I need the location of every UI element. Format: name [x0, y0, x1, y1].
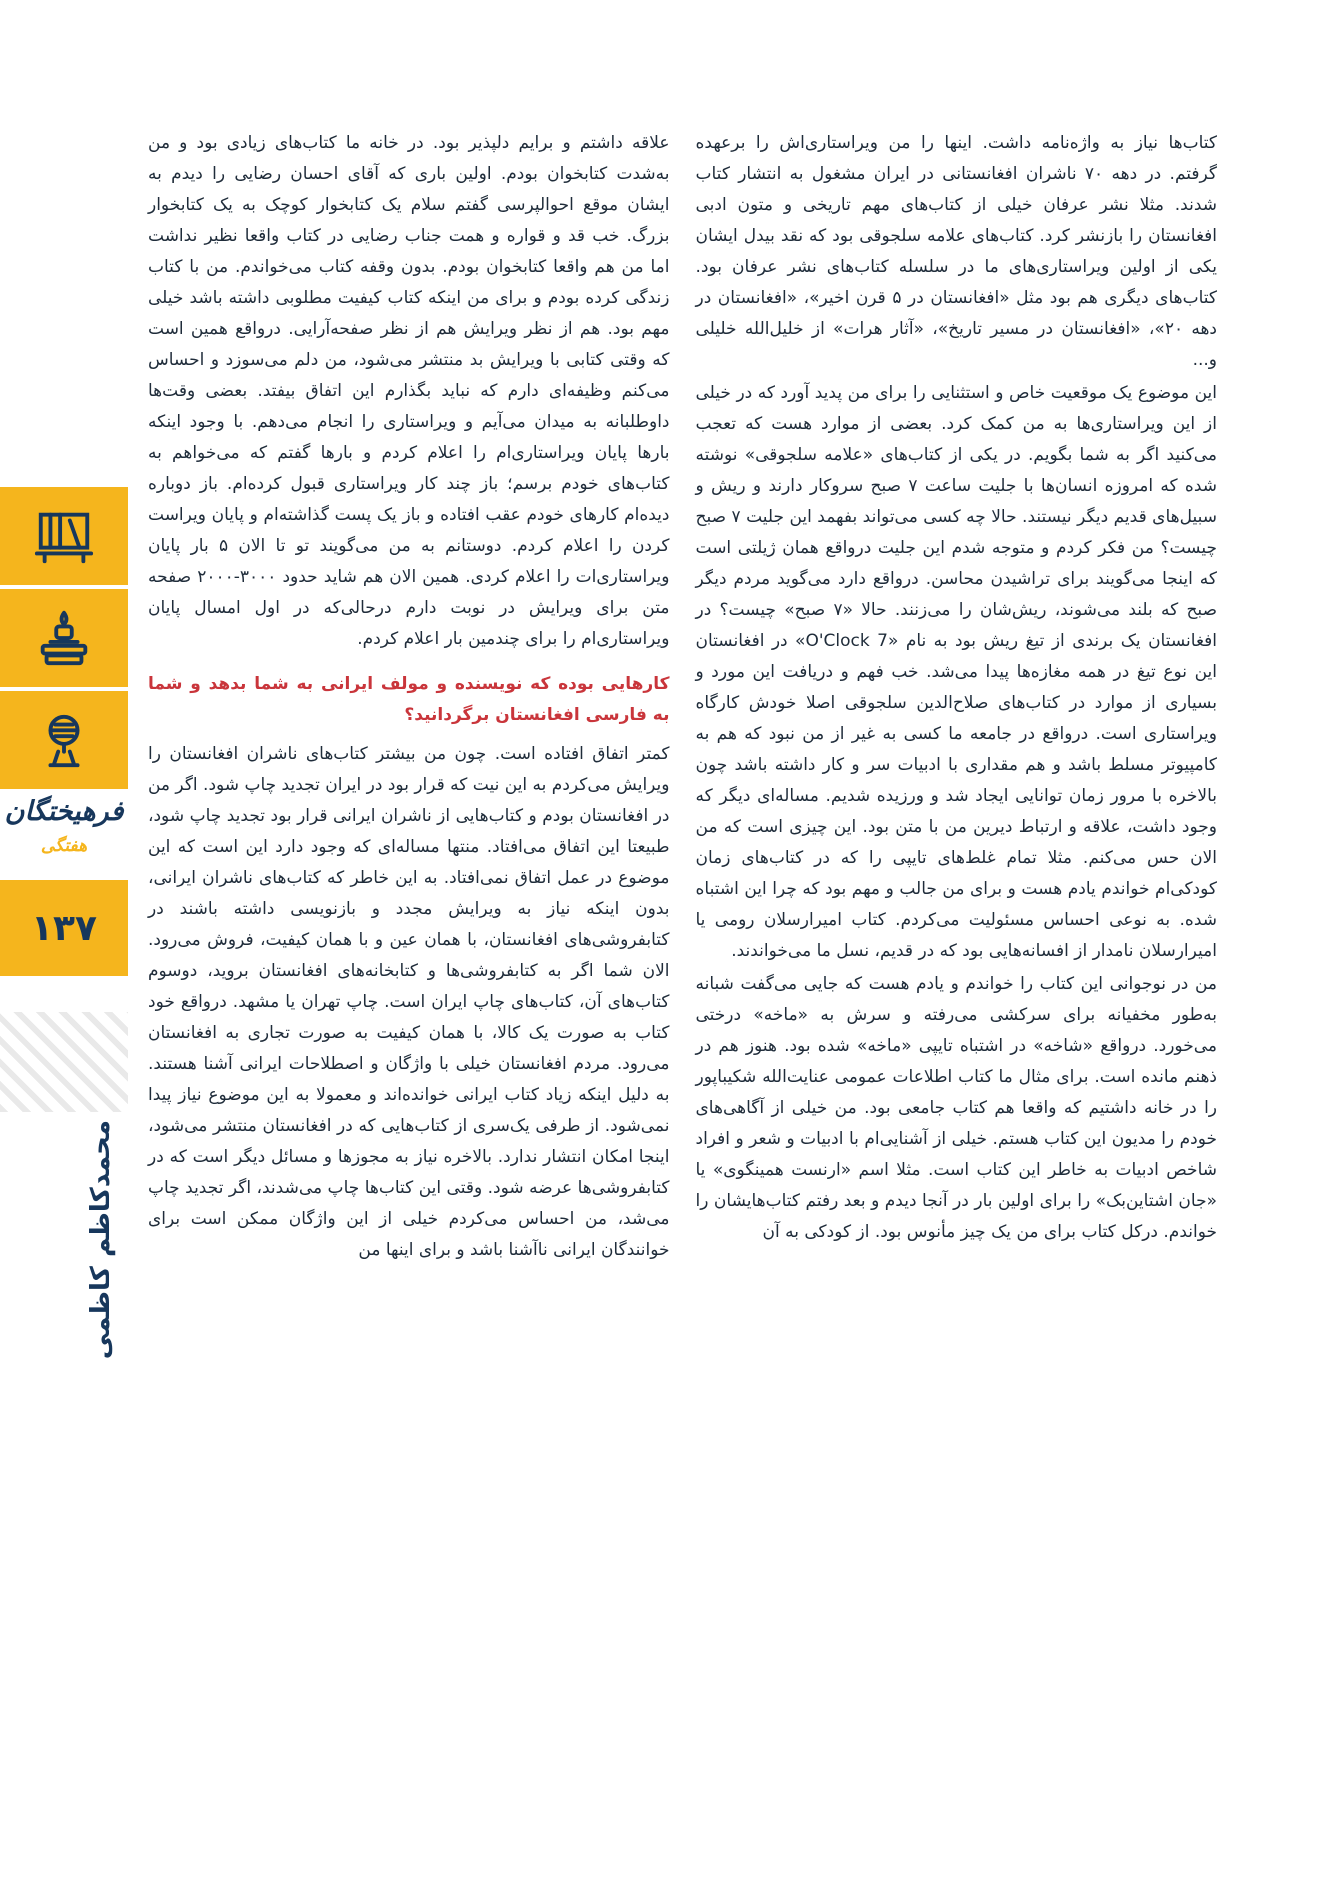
magazine-logo: فرهیختگان: [4, 796, 124, 827]
article-paragraph: من در نوجوانی این کتاب را خواندم و یادم هست که جایی می‌گفت شبانه به‌طور مخفیانه برای سرکشی می‌رفته و سرش به «ماخه» درختی می‌خورد. درواقع «شاخه» در اشتباه تایپی «ماخه» شده بود. هنوز هم در ذهنم مانده است. برای مثال ما کتاب اطلاعات عمومی عنایت‌الله شکیباپور را در خانه داشتیم که واقعا هم کتاب جامعی بود. من خیلی از آگاهی‌های خودم را مدیون این کتاب هستم. خیلی از آشنایی‌ام با ادبیات و شعر و افراد شاخص ادبیات به خاطر این کتاب است. مثلا اسم «ارنست همینگوی» یا «جان اشتاین‌بک» را برای اولین بار در آنجا دیدم و بعد رفتم کتاب‌هایشان را خواندم. درکل کتاب برای من یک چیز مأنوس بود. از کودکی به آن: [695, 974, 1217, 1242]
article-paragraph: کمتر اتفاق افتاده است. چون من بیشتر کتاب‌های ناشران افغانستان را ویرایش می‌کردم به این نیت که قرار بود در ایران تجدید چاپ شود. اگر من در افغانستان بودم و کتاب‌هایی از ناشران ایرانی قرار بود تجدید چاپ شود، طبیعتا این اتفاق می‌افتاد. منتها مساله‌ای که وجود دارد این است که این موضوع در عمل اتفاق نمی‌افتاد. به این خاطر که کتاب‌های ناشران ایرانی، بدون اینکه نیاز به ویرایش مجدد و بازنویسی داشته باشند در کتابفروشی‌های افغانستان، با همان عین و با همان کیفیت، فروش می‌رود. الان شما اگر به کتابفروشی‌ها و کتابخانه‌های افغانستان بروید، دوسوم کتاب‌های آن، کتاب‌های چاپ ایران است. چاپ تهران یا مشهد. درواقع خود کتاب به صورت یک کالا، با همان کیفیت به صورت تجاری به افغانستان می‌رود. مردم افغانستان خیلی با واژگان و اصطلاحات ایرانی آشنا هستند. به دلیل اینکه زیاد کتاب ایرانی خوانده‌اند و معمولا به این موضوع نیاز پیدا نمی‌شود. از طرفی یک‌سری از کتاب‌هایی که در افغانستان منتشر می‌شود، اینجا امکان انتشار ندارد. بالاخره نیاز به مجوزها و مسائل دیگر است که در کتابفروشی‌ها عرضه شود. وقتی این کتاب‌ها چاپ می‌شدند، اگر تجدید چاپ می‌شد، من احساس می‌کردم خیلی از این واژگان ممکن است برای خوانندگان ایرانی ناآشنا باشد و برای اینها من: [147, 744, 670, 1260]
article-paragraph: این موضوع یک موقعیت خاص و استثنایی را برای من پدید آورد که در خیلی از این ویراستاری‌ها به من کمک کرد. بعضی از موارد هست که تعجب می‌کنید اگر به شما بگویم. در یکی از کتاب‌های «علامه سلجوقی» نوشته شده که امروزه انسان‌ها با جلیت ساعت ۷ صبح سروکار دارند و ریش و سبیل‌های قدیم دیگر نیستند. حالا چه کسی می‌تواند بفهمد این جلیت ۷ صبح چیست؟ من فکر کردم و متوجه شدم این جلیت درواقع همان ژیلتی است که اینجا می‌گویند برای تراشیدن محاسن. درواقع دارد می‌گوید مردم دیگر صبح که بلند می‌شوند، ریش‌شان را می‌زنند. حالا «۷ صبح» چیست؟ در افغانستان یک برندی از تیغ ریش بود به نام «7 O'Clock» در افغانستان این نوع تیغ در همه مغازه‌ها پیدا می‌شد. خب فهم و دریافت این مورد و بسیاری از موارد در کتاب‌های صلاح‌الدین سلجوقی اصلا خودش کارگاه ویراستاری است. درواقع در جامعه ما کسی به غیر از من نبود که هم به کامپیوتر مسلط باشد و هم مقداری با ادبیات سر و کار داشته باشد چون بالاخره با مرور زمان توانایی ایجاد شد و ورزیده شدیم. مساله‌ای دیگر که وجود داشت، علاقه و ارتباط دیرین من با متن بود. این چیزی است که من الان حس می‌کنم. مثلا تمام غلط‌های تایپی را که در کتاب‌های زمان کودکی‌ام خواندم یادم هست و برای من جالب و مهم بود که چرا این اشتباه شده. به نوعی احساس مسئولیت می‌کردم. کتاب امیرارسلان رومی یا امیرارسلان نامدار از افسانه‌هایی بود که در قدیم، نسل ما می‌خواندند.: [695, 383, 1218, 961]
sidebar-icon-block-lamp: [0, 589, 128, 687]
article-column-right: [696, 128, 1218, 1268]
sidebar-icon-block-mic: [0, 691, 128, 789]
lamp-icon: [33, 607, 95, 669]
article-paragraph: کتاب‌ها نیاز به واژه‌نامه داشت. اینها را من ویراستاری‌اش را برعهده گرفتم. در دهه ۷۰ ناشران افغانستانی در ایران مشغول به انتشار کتاب شدند. مثلا نشر عرفان خیلی از کتاب‌های مهم تاریخی و متون ادبی افغانستان را بازنشر کرد. کتاب‌های علامه سلجوقی بود که نقد بیدل ایشان یکی از اولین ویراستاری‌های ما در سلسله کتاب‌های نشر عرفان بود. کتاب‌های دیگری هم بود مثل «افغانستان در ۵ قرن اخیر»، «افغانستان در دهه ۲۰»، «افغانستان در مسیر تاریخ»، «آثار هرات» از خلیل‌الله خلیلی و...: [695, 133, 1217, 370]
decorative-stripes: [0, 1012, 128, 1112]
article-body: [148, 128, 1217, 1268]
article-paragraph: علاقه داشتم و برایم دلپذیر بود. در خانه ما کتاب‌های زیادی بود و من به‌شدت کتابخوان بودم. اولین باری که آقای احسان رضایی را دیدم به ایشان موقع احوالپرسی گفتم سلام یک کتابخوار کوچک به یک کتابخوار بزرگ. خب قد و قواره و همت جناب رضایی در کتاب واقعا نظیر نداشت اما من هم واقعا کتابخوان بودم. بدون وقفه کتاب می‌خواندم. من با کتاب زندگی کرده بودم و برای من اینکه کتاب کیفیت مطلوبی داشته باشد خیلی مهم بود. هم از نظر ویرایش هم از نظر صفحه‌آرایی. درواقع همین است که وقتی کتابی با ویرایش بد منتشر می‌شود، من دلم می‌سوزد و احساس می‌کنم وظیفه‌ای دارم که نباید بگذارم این اتفاق بیفتد. بعضی وقت‌ها داوطلبانه به میدان می‌آیم و ویراستاری را انجام می‌دهم. با وجود اینکه بارها پایان ویراستاری‌ام را اعلام کردم و بارها گفتم که می‌خواهم به کتاب‌های خودم برسم؛ باز چند کار ویراستاری قبول کرده‌ام. باز دوباره دیده‌ام کارهای خودم عقب افتاده و باز یک پست گذاشته‌ام و پایان ویراست کردن را اعلام کردم. دوستانم به من می‌گویند تو تا الان ۵ بار پایان ویراستاری‌ات را اعلام کردی. همین الان هم شاید حدود ۳۰۰۰-۲۰۰۰ صفحه متن برای ویرایش در نوبت دارم درحالی‌که در اول امسال پایان ویراستاری‌ام را برای چندمین بار اعلام کردم.: [148, 133, 670, 649]
microphone-icon: [33, 709, 95, 771]
page-number: ۱۳۷: [31, 907, 97, 949]
sidebar: [0, 0, 132, 1890]
article-column-left: [148, 128, 670, 1268]
sidebar-icon-block-books: [0, 487, 128, 585]
magazine-logo-subtitle: هفتگی: [40, 836, 88, 856]
page-number-badge: [0, 880, 128, 976]
interview-question: کارهایی بوده که نویسنده و مولف ایرانی به شما بدهد و شما به فارسی افغانستان برگردانید؟: [148, 674, 670, 725]
author-name-vertical: محمدکاظم کاظمی: [86, 1120, 116, 1360]
bookshelf-icon: [33, 505, 95, 567]
